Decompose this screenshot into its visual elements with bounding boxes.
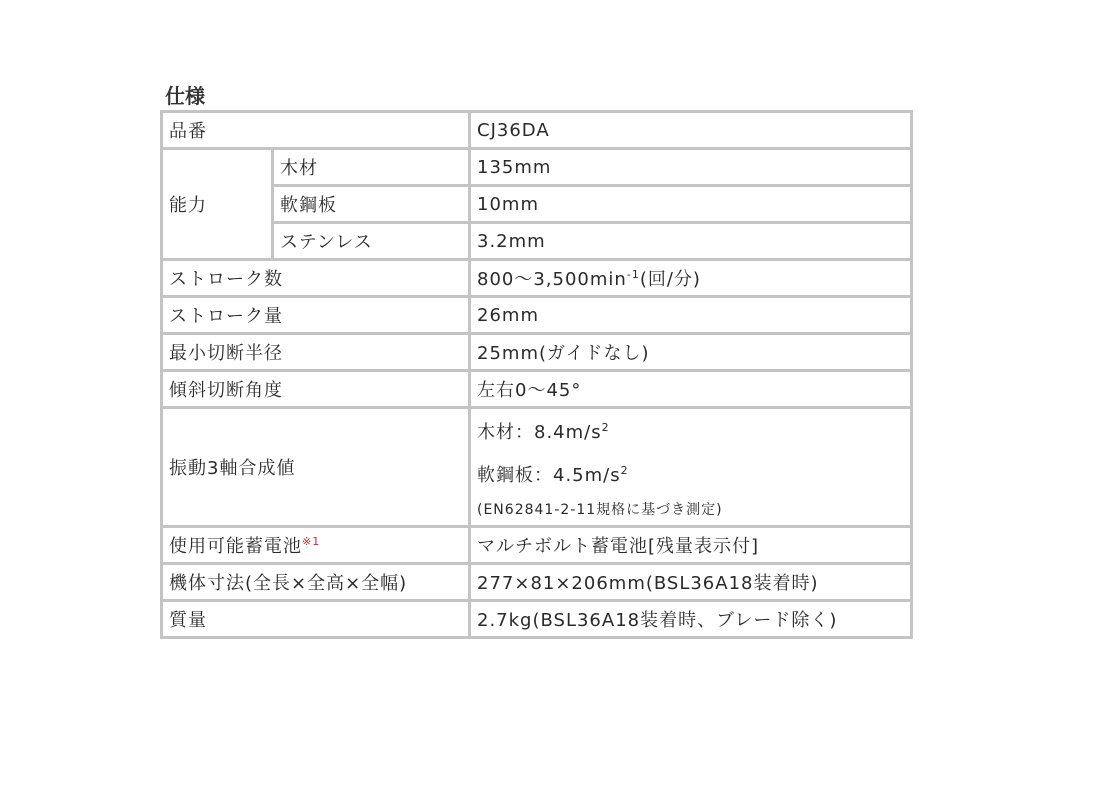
strokes-exponent: -1	[626, 268, 640, 281]
sub-value-steel: 10mm	[470, 186, 912, 223]
vibration-steel: 軟鋼板：$4.5m/s^2$	[477, 464, 629, 486]
row-label-weight: 質量	[162, 601, 470, 638]
row-value-vibration	[470, 408, 912, 527]
row-value-weight: 2.7kg(BSL36A18装着時、ブレード除く)	[470, 601, 912, 638]
table-row	[162, 186, 912, 223]
table-row	[162, 334, 912, 371]
spec-table	[160, 110, 913, 639]
row-label-stroke-length: ストローク量	[162, 297, 470, 334]
row-value-bevel: 左右0〜45°	[470, 371, 912, 408]
table-row	[162, 223, 912, 260]
table-row	[162, 112, 912, 149]
row-value-strokes	[470, 260, 912, 297]
sub-label-stainless: ステンレス	[273, 223, 470, 260]
row-value-stroke-length: 26mm	[470, 297, 912, 334]
sub-value-stainless: 3.2mm	[470, 223, 912, 260]
row-label-vibration: 振動3軸合成値	[162, 408, 470, 527]
table-row	[162, 371, 912, 408]
row-label-capacity: 能力	[162, 149, 273, 260]
sub-label-wood: 木材	[273, 149, 470, 186]
row-value-battery: マルチボルト蓄電池[残量表示付]	[470, 527, 912, 564]
table-row	[162, 149, 912, 186]
section-title: 仕様	[165, 84, 205, 108]
row-value-dimensions: 277×81×206mm(BSL36A18装着時)	[470, 564, 912, 601]
row-label-strokes: ストローク数	[162, 260, 470, 297]
row-value-min-radius: 25mm(ガイドなし)	[470, 334, 912, 371]
row-label-dimensions: 機体寸法(全長×全高×全幅)	[162, 564, 470, 601]
row-label-min-radius: 最小切断半径	[162, 334, 470, 371]
table-row	[162, 564, 912, 601]
vibration-note: (EN62841-2-11規格に基づき測定)	[477, 502, 723, 518]
table-row	[162, 297, 912, 334]
strokes-value: 800〜3,500min	[477, 269, 627, 290]
row-label-battery: 使用可能蓄電池$^{※1}$	[162, 527, 470, 564]
table-row	[162, 408, 912, 527]
row-value-model: CJ36DA	[470, 112, 912, 149]
table-row	[162, 260, 912, 297]
table-row	[162, 601, 912, 638]
strokes-suffix: (回/分)	[639, 269, 701, 290]
row-label-model: 品番	[162, 112, 470, 149]
sub-label-steel: 軟鋼板	[273, 186, 470, 223]
sub-value-wood: 135mm	[470, 149, 912, 186]
vibration-wood: 木材：$8.4m/s^2$	[477, 421, 610, 443]
row-label-bevel: 傾斜切断角度	[162, 371, 470, 408]
footnote-mark: ※1	[302, 535, 321, 548]
table-row	[162, 527, 912, 564]
